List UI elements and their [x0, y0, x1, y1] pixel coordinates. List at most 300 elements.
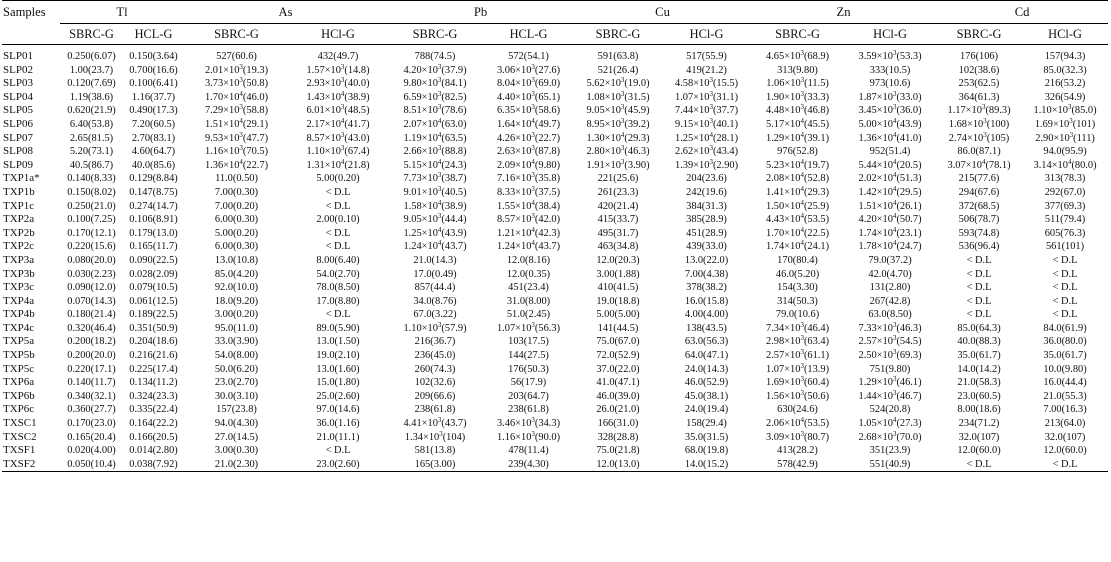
- value-cell: 0.140(11.7): [67, 377, 116, 389]
- value-cell: 40.0(88.3): [957, 336, 1001, 348]
- sample-id-cell: TXSC1: [3, 417, 37, 430]
- value-cell: 14.0(15.2): [684, 458, 729, 470]
- value-cell: $2.90\times 10^3(111)$: [1035, 131, 1095, 144]
- value-cell: 7.00(16.3): [1043, 404, 1087, 416]
- exponent: 4: [437, 226, 442, 234]
- value-cell: 7.00(4.38): [684, 268, 729, 280]
- value-cell: $1.10\times 10^3(67.4)$: [306, 145, 370, 158]
- value-cell: $1.91\times 10^3(3.90)$: [586, 158, 650, 171]
- value-cell: 6.00(0.30): [214, 214, 259, 226]
- table-row: [2, 145, 1108, 159]
- exponent: 3: [892, 104, 897, 112]
- value-cell: 141(44.5): [597, 322, 639, 334]
- value-cell: 35.0(61.7): [1043, 350, 1087, 362]
- exponent: 3: [239, 104, 243, 112]
- value-cell: 138(43.5): [686, 322, 727, 334]
- exponent: 4: [800, 199, 804, 207]
- value-cell: $1.31\times 10^4(21.8)$: [306, 158, 370, 171]
- value-cell: 157(23.8): [216, 404, 257, 416]
- value-cell: 46.0(52.9): [684, 377, 729, 389]
- exponent: 3: [892, 389, 897, 397]
- exponent: 3: [239, 63, 243, 71]
- exponent: 3: [437, 417, 442, 425]
- table-row: [2, 118, 1108, 132]
- value-cell: 0.360(27.7): [67, 404, 116, 416]
- value-cell: $1.50\times 10^4(25.9)$: [766, 199, 830, 212]
- value-cell: 0.620(21.9): [67, 105, 116, 117]
- value-cell: $5.00\times 10^4(43.9)$: [858, 117, 922, 130]
- subheader: HCl-G: [689, 27, 724, 41]
- value-cell: $3.07\times 10^4(78.1)$: [947, 158, 1011, 171]
- value-cell: 0.204(18.6): [129, 336, 178, 348]
- value-cell: 26.0(21.0): [596, 404, 640, 416]
- exponent: 4: [1067, 158, 1072, 166]
- value-cell: 0.129(8.84): [129, 173, 178, 185]
- value-cell: $2.09\times 10^4(9.80)$: [496, 158, 561, 171]
- value-cell: 253(62.5): [958, 78, 1000, 90]
- value-cell: 451(23.4): [508, 282, 549, 294]
- value-cell: 35.0(61.7): [957, 350, 1001, 362]
- value-cell: 23.0(60.5): [957, 390, 1001, 402]
- value-cell: 67.0(3.22): [413, 309, 457, 321]
- sample-id-cell: TXP5b: [3, 349, 35, 362]
- exponent: 3: [620, 90, 625, 98]
- value-cell: 2.70(83.1): [131, 132, 176, 144]
- exponent: 4: [239, 158, 243, 166]
- group-header-cu: Cu: [574, 1, 751, 24]
- value-cell: < D.L: [325, 227, 351, 239]
- value-cell: 420(21.4): [597, 200, 639, 212]
- value-cell: 176(106): [959, 51, 999, 62]
- value-cell: < D.L: [1052, 282, 1078, 294]
- value-cell: 385(28.9): [686, 214, 727, 226]
- value-cell: $1.64\times 10^4(49.7)$: [496, 117, 561, 130]
- value-cell: 0.080(20.0): [67, 254, 116, 266]
- table-row: [2, 132, 1108, 146]
- exponent: 3: [340, 77, 345, 85]
- value-cell: $1.56\times 10^3(50.6)$: [766, 389, 830, 402]
- value-cell: < D.L: [325, 445, 351, 457]
- value-cell: 292(67.0): [1044, 186, 1086, 198]
- value-cell: $1.25\times 10^4(43.9)$: [403, 226, 467, 239]
- table-row: [2, 227, 1108, 241]
- value-cell: 89.0(5.90): [316, 322, 360, 334]
- exponent: 3: [983, 117, 987, 125]
- table-row: [2, 431, 1108, 445]
- value-cell: 75.0(21.8): [596, 445, 640, 457]
- value-cell: 0.120(7.69): [67, 78, 116, 90]
- subheader: HCl-G: [1048, 27, 1082, 41]
- value-cell: $1.69\times 10^3(60.4)$: [766, 376, 830, 389]
- sample-id-cell: SLP01: [3, 50, 33, 62]
- value-cell: 0.351(50.9): [129, 322, 178, 334]
- group-header-row: [2, 1, 1108, 24]
- value-cell: 234(71.2): [958, 418, 1000, 430]
- value-cell: 506(78.7): [958, 214, 1000, 226]
- exponent: 3: [892, 321, 897, 329]
- sample-id-cell: TXP6b: [3, 389, 35, 402]
- exponent: 3: [983, 131, 987, 139]
- value-cell: $5.44\times 10^4(20.5)$: [858, 158, 922, 171]
- value-cell: < D.L: [966, 282, 992, 294]
- value-cell: < D.L: [966, 268, 992, 280]
- exponent: 3: [709, 77, 713, 85]
- value-cell: 0.165(20.4): [67, 431, 116, 443]
- value-cell: 92.0(10.0): [214, 282, 259, 294]
- value-cell: $1.19\times 10^4(63.5)$: [403, 131, 467, 144]
- value-cell: $4.26\times 10^3(22.7)$: [496, 131, 561, 144]
- exponent: 3: [239, 145, 243, 153]
- exponent: 4: [531, 240, 535, 248]
- exponent: 3: [340, 104, 345, 112]
- table-row: [2, 45, 1108, 64]
- value-cell: $3.06\times 10^3(27.6)$: [496, 63, 561, 76]
- value-cell: $1.07\times 10^3(13.9)$: [766, 362, 830, 375]
- value-cell: 36.0(80.0): [1043, 336, 1087, 348]
- sample-id-cell: SLP05: [3, 104, 33, 117]
- value-cell: 21.0(55.3): [1043, 390, 1087, 402]
- value-cell: 144(27.5): [508, 350, 549, 362]
- exponent: 3: [437, 172, 442, 180]
- exponent: 3: [531, 213, 535, 221]
- value-cell: $1.55\times 10^4(38.4)$: [496, 199, 561, 212]
- value-cell: $1.21\times 10^4(42.3)$: [496, 226, 561, 239]
- value-cell: $5.23\times 10^4(19.7)$: [766, 158, 830, 171]
- value-cell: 209(66.6): [414, 390, 456, 402]
- value-cell: $1.70\times 10^4(22.5)$: [766, 226, 830, 239]
- table-row: [2, 444, 1108, 458]
- value-cell: 3.00(1.88): [596, 268, 640, 280]
- value-cell: 1.16(37.7): [131, 91, 176, 103]
- value-cell: 377(69.3): [1044, 200, 1086, 212]
- value-cell: $1.68\times 10^3(100)$: [948, 117, 1010, 130]
- value-cell: $4.58\times 10^3(15.5)$: [675, 77, 739, 90]
- subheader: SBRC-G: [956, 27, 1002, 41]
- value-cell: 561(101): [1045, 241, 1085, 253]
- value-cell: 12.0(60.0): [957, 445, 1001, 457]
- value-cell: 13.0(1.50): [316, 336, 360, 348]
- value-cell: $3.46\times 10^3(34.3)$: [496, 417, 561, 430]
- value-cell: 451(28.9): [686, 227, 727, 239]
- value-cell: 46.0(5.20): [775, 268, 820, 280]
- value-cell: 68.0(19.8): [684, 445, 729, 457]
- exponent: 3: [709, 90, 713, 98]
- value-cell: 238(61.8): [414, 404, 456, 416]
- value-cell: 14.0(14.2): [957, 363, 1001, 375]
- value-cell: 238(61.8): [508, 404, 549, 416]
- value-cell: $7.73\times 10^3(38.7)$: [403, 172, 467, 185]
- value-cell: 0.100(6.41): [129, 78, 178, 90]
- value-cell: $6.59\times 10^3(82.5)$: [403, 90, 467, 103]
- value-cell: 63.0(56.3): [684, 336, 729, 348]
- value-cell: 0.220(17.1): [67, 363, 116, 375]
- value-cell: $1.39\times 10^3(2.90)$: [675, 158, 739, 171]
- table-row: [2, 417, 1108, 431]
- value-cell: < D.L: [966, 295, 992, 307]
- value-cell: $3.45\times 10^3(36.0)$: [858, 104, 922, 117]
- value-cell: $9.53\times 10^3(47.7)$: [204, 131, 269, 144]
- subheader: SBRC-G: [595, 27, 641, 41]
- sample-id-cell: TXSC2: [3, 430, 37, 443]
- value-cell: 239(4.30): [508, 458, 549, 470]
- table-row: [2, 77, 1108, 91]
- subheader: HCl-G: [873, 27, 907, 41]
- value-cell: 0.189(22.5): [129, 309, 178, 321]
- group-header-as: As: [184, 1, 387, 24]
- value-cell: < D.L: [325, 241, 351, 253]
- exponent: 3: [531, 430, 535, 438]
- value-cell: $1.90\times 10^3(33.3)$: [766, 90, 830, 103]
- value-cell: 170(80.4): [777, 254, 818, 266]
- value-cell: $1.57\times 10^3(14.8)$: [306, 63, 370, 76]
- value-cell: $1.87\times 10^3(33.0)$: [858, 90, 922, 103]
- value-cell: $1.10\times 10^3(85.0)$: [1033, 104, 1097, 117]
- value-cell: < D.L: [325, 309, 351, 321]
- value-cell: 12.0(0.35): [506, 268, 551, 280]
- value-cell: < D.L: [1052, 254, 1078, 266]
- value-cell: 32.0(107): [958, 431, 1000, 443]
- exponent: 4: [800, 226, 804, 234]
- exponent: 3: [800, 321, 804, 329]
- exponent: 3: [531, 172, 535, 180]
- exponent: 3: [437, 321, 442, 329]
- value-cell: 0.070(14.3): [67, 295, 116, 307]
- value-cell: $2.02\times 10^4(51.3)$: [858, 172, 922, 185]
- value-cell: $7.16\times 10^3(35.8)$: [496, 172, 561, 185]
- value-cell: 176(50.3): [508, 363, 549, 375]
- exponent: 4: [800, 158, 804, 166]
- exponent: 4: [531, 158, 535, 166]
- value-cell: 591(63.8): [597, 51, 639, 62]
- value-cell: 27.0(14.5): [214, 431, 259, 443]
- value-cell: 165(3.00): [414, 458, 456, 470]
- value-cell: 19.0(2.10): [316, 350, 360, 362]
- value-cell: 221(25.6): [597, 173, 639, 185]
- value-cell: $1.05\times 10^4(27.3)$: [858, 417, 922, 430]
- exponent: 3: [620, 158, 625, 166]
- value-cell: $1.36\times 10^4(41.0)$: [858, 131, 922, 144]
- value-cell: 32.0(107): [1044, 431, 1086, 443]
- value-cell: 16.0(44.4): [1043, 377, 1087, 389]
- sample-id-cell: TXP2b: [3, 226, 35, 239]
- value-cell: $2.17\times 10^4(41.7)$: [306, 117, 370, 130]
- value-cell: 0.274(14.7): [129, 200, 178, 212]
- value-cell: 131(2.80): [869, 282, 911, 294]
- exponent: 3: [1067, 104, 1072, 112]
- exponent: 3: [239, 131, 243, 139]
- value-cell: $4.20\times 10^3(37.9)$: [403, 63, 467, 76]
- value-cell: 410(41.5): [597, 282, 639, 294]
- value-cell: $1.07\times 10^3(31.1)$: [675, 90, 739, 103]
- value-cell: 36.0(1.16): [316, 418, 360, 430]
- value-cell: 17.0(8.80): [316, 295, 360, 307]
- sample-id-cell: TXP3b: [3, 267, 35, 280]
- exponent: 4: [437, 240, 442, 248]
- table-row: [2, 376, 1108, 390]
- value-cell: 313(78.3): [1044, 173, 1086, 185]
- value-cell: 413(28.2): [777, 445, 818, 457]
- value-cell: $2.74\times 10^3(105)$: [948, 131, 1010, 144]
- exponent: 3: [709, 145, 713, 153]
- value-cell: $7.33\times 10^3(46.3)$: [858, 321, 922, 334]
- exponent: 3: [531, 63, 535, 71]
- exponent: 3: [531, 145, 535, 153]
- exponent: 4: [892, 199, 897, 207]
- value-cell: < D.L: [1052, 295, 1078, 307]
- value-cell: $1.58\times 10^4(38.9)$: [403, 199, 467, 212]
- value-cell: 35.0(31.5): [684, 431, 729, 443]
- value-cell: 2.65(81.5): [69, 132, 114, 144]
- value-cell: 7.00(0.20): [214, 200, 259, 212]
- value-cell: 313(9.80): [777, 64, 818, 76]
- value-cell: 0.164(22.2): [129, 418, 178, 430]
- value-cell: $3.59\times 10^3(53.3)$: [858, 49, 922, 62]
- exponent: 4: [800, 185, 804, 193]
- value-cell: 157(94.3): [1044, 51, 1086, 62]
- value-cell: 31.0(8.00): [506, 295, 551, 307]
- table-row: [2, 268, 1108, 282]
- value-cell: 0.225(17.4): [129, 363, 178, 375]
- value-cell: 64.0(47.1): [684, 350, 729, 362]
- value-cell: $2.62\times 10^3(43.4)$: [675, 145, 739, 158]
- value-cell: 952(51.4): [869, 146, 911, 158]
- sample-id-cell: TXP2c: [3, 240, 35, 253]
- value-cell: 0.179(13.0): [129, 227, 178, 239]
- exponent: 3: [239, 77, 243, 85]
- value-cell: $1.30\times 10^4(29.3)$: [586, 131, 650, 144]
- value-cell: $9.05\times 10^3(44.4)$: [403, 213, 467, 226]
- value-cell: 432(49.7): [317, 51, 359, 62]
- value-cell: $8.33\times 10^3(37.5)$: [496, 185, 561, 198]
- value-cell: 72.0(52.9): [596, 350, 640, 362]
- value-cell: 0.490(17.3): [129, 105, 178, 117]
- exponent: 4: [340, 90, 345, 98]
- value-cell: $5.62\times 10^3(19.0)$: [586, 77, 650, 90]
- value-cell: 0.320(46.4): [67, 322, 116, 334]
- table-row: [2, 281, 1108, 295]
- value-cell: 154(3.30): [777, 282, 818, 294]
- value-cell: 17.0(0.49): [413, 268, 457, 280]
- value-cell: 0.100(7.25): [67, 214, 116, 226]
- value-cell: 50.0(6.20): [214, 363, 259, 375]
- value-cell: $9.80\times 10^3(84.1)$: [403, 77, 467, 90]
- value-cell: 0.134(11.2): [129, 377, 178, 389]
- value-cell: 0.090(12.0): [67, 282, 116, 294]
- value-cell: 0.150(3.64): [129, 51, 178, 62]
- exponent: 4: [340, 158, 345, 166]
- exponent: 3: [800, 90, 804, 98]
- value-cell: $5.17\times 10^4(45.5)$: [766, 117, 830, 130]
- subheader: HCL-G: [134, 27, 173, 41]
- value-cell: 751(9.80): [869, 363, 911, 375]
- value-cell: $2.68\times 10^3(70.0)$: [858, 430, 922, 443]
- exponent: 4: [709, 131, 713, 139]
- value-cell: < D.L: [1052, 458, 1078, 470]
- exponent: 4: [892, 240, 897, 248]
- value-cell: 103(17.5): [508, 336, 549, 348]
- value-cell: 6.00(0.30): [214, 241, 259, 253]
- value-cell: $1.44\times 10^3(46.7)$: [858, 389, 922, 402]
- value-cell: 12.0(20.3): [596, 254, 640, 266]
- value-cell: $9.05\times 10^3(45.9)$: [586, 104, 650, 117]
- exponent: 3: [800, 104, 804, 112]
- exponent: 3: [800, 77, 805, 85]
- exponent: 3: [800, 389, 804, 397]
- subheader: SBRC-G: [775, 27, 820, 41]
- value-cell: 495(31.7): [597, 227, 639, 239]
- exponent: 3: [437, 104, 442, 112]
- value-cell: $1.51\times 10^4(29.1)$: [204, 117, 269, 130]
- value-cell: 25.0(2.60): [316, 390, 360, 402]
- value-cell: 10.0(9.80): [1043, 363, 1087, 375]
- value-cell: 788(74.5): [414, 51, 456, 62]
- value-cell: 94.0(4.30): [214, 418, 259, 430]
- value-cell: $4.20\times 10^4(50.7)$: [858, 213, 922, 226]
- value-cell: $1.17\times 10^3(89.3)$: [947, 104, 1011, 117]
- value-cell: 79.0(37.2): [868, 254, 912, 266]
- exponent: 3: [340, 145, 345, 153]
- value-cell: $1.24\times 10^4(43.7)$: [496, 240, 561, 253]
- exponent: 3: [800, 335, 804, 343]
- value-cell: 242(19.6): [686, 186, 727, 198]
- exponent: 4: [531, 117, 535, 125]
- subheader: SBRC-G: [69, 27, 114, 41]
- value-cell: 33.0(3.90): [214, 336, 259, 348]
- group-header-zn: Zn: [751, 1, 936, 24]
- value-cell: 378(38.2): [686, 282, 727, 294]
- value-cell: 12.0(8.16): [506, 254, 551, 266]
- value-cell: $2.01\times 10^3(19.3)$: [204, 63, 269, 76]
- value-cell: $8.95\times 10^3(39.2)$: [586, 117, 650, 130]
- value-cell: < D.L: [966, 309, 992, 321]
- value-cell: 372(68.5): [958, 200, 1000, 212]
- value-cell: $1.24\times 10^4(43.7)$: [403, 240, 467, 253]
- table-row: [2, 390, 1108, 404]
- sample-id-cell: TXP1a*: [3, 172, 40, 185]
- value-cell: 94.0(95.9): [1043, 146, 1087, 158]
- value-cell: 328(28.8): [597, 431, 639, 443]
- value-cell: 527(60.6): [216, 51, 257, 62]
- value-cell: 0.030(2.23): [67, 268, 116, 280]
- value-cell: 11.0(0.50): [215, 173, 258, 185]
- exponent: 4: [800, 417, 804, 425]
- subheader: SBRC-G: [214, 27, 259, 41]
- value-cell: 551(40.9): [869, 458, 911, 470]
- exponent: 3: [620, 104, 625, 112]
- value-cell: 78.0(8.50): [316, 282, 360, 294]
- value-cell: $1.36\times 10^4(22.7)$: [204, 158, 269, 171]
- sample-id-cell: TXP4b: [3, 308, 35, 321]
- value-cell: $2.57\times 10^3(61.1)$: [766, 349, 830, 362]
- table-row: [2, 159, 1108, 173]
- exponent: 3: [620, 77, 625, 85]
- exponent: 3: [620, 145, 625, 153]
- value-cell: 54.0(8.00): [214, 350, 259, 362]
- value-cell: $4.65\times 10^3(68.9)$: [766, 49, 830, 62]
- exponent: 4: [340, 117, 345, 125]
- value-cell: 973(10.6): [869, 78, 911, 90]
- value-cell: $8.57\times 10^3(42.0)$: [496, 213, 561, 226]
- group-header-pb: Pb: [387, 1, 574, 24]
- value-cell: $1.34\times 10^3(104)$: [404, 430, 466, 443]
- sample-id-cell: TXP2a: [3, 213, 35, 226]
- sample-id-cell: TXP5c: [3, 362, 35, 375]
- table-row: [2, 240, 1108, 254]
- value-cell: 0.200(18.2): [67, 336, 116, 348]
- value-cell: $2.06\times 10^4(53.5)$: [766, 417, 830, 430]
- exponent: 3: [800, 49, 804, 57]
- value-cell: $7.29\times 10^3(58.8)$: [204, 104, 269, 117]
